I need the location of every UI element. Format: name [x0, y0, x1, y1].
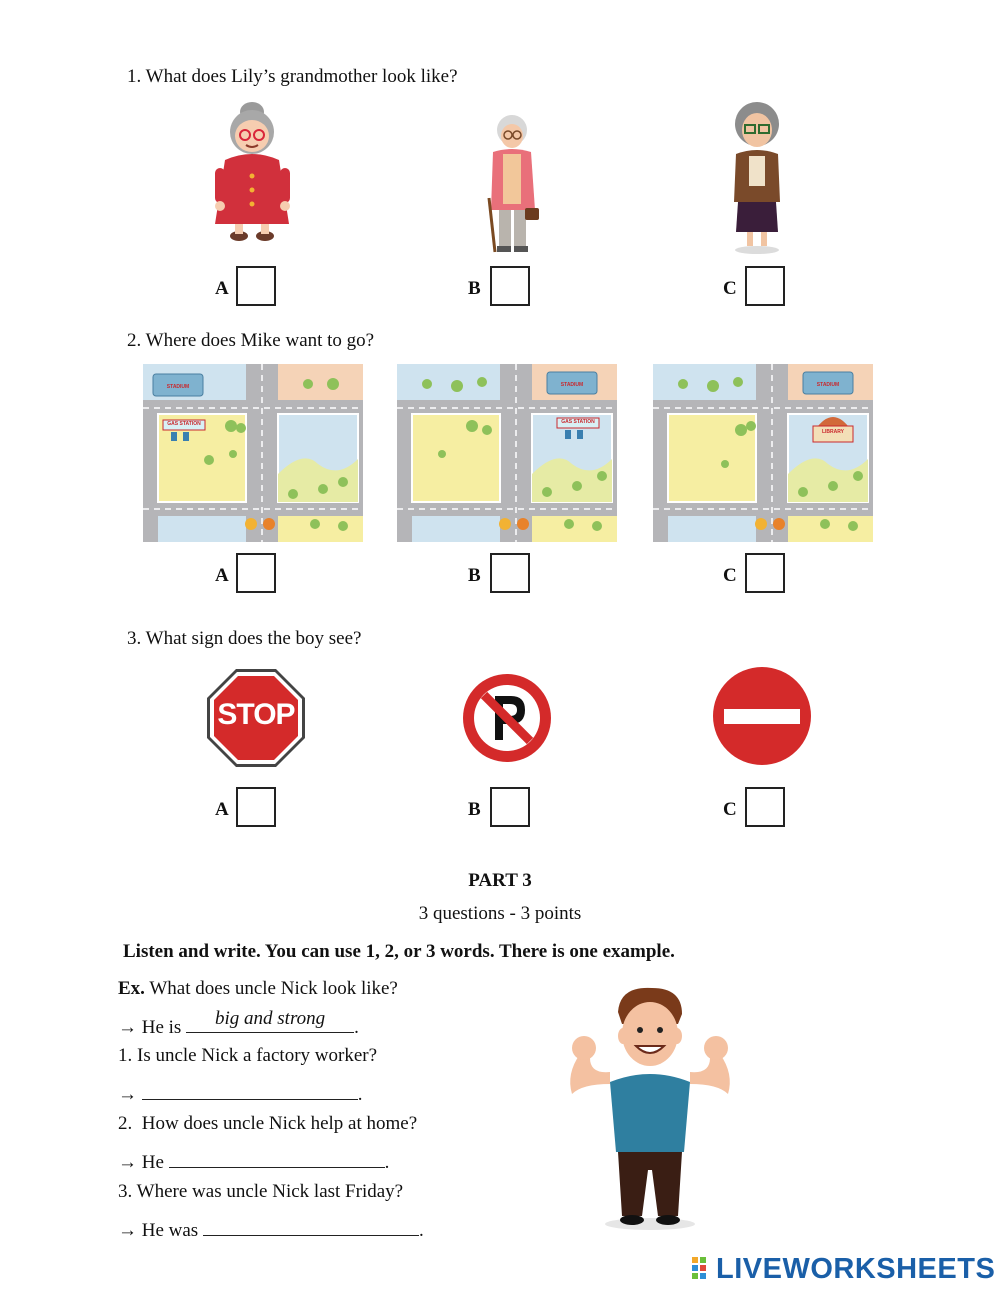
- example-question-line: [118, 978, 398, 1000]
- example-prefix: Ex.: [118, 978, 145, 999]
- grandmother-c-image: [722, 98, 792, 254]
- example-answer-line: [118, 1008, 359, 1039]
- liveworksheets-logo-text: LIVEWORKSHEETS: [716, 1253, 996, 1285]
- stop-sign-text: STOP: [217, 698, 295, 731]
- map-c-image: [653, 364, 873, 542]
- part3-answer-3-line: [118, 1215, 424, 1242]
- grandmother-a-image: [205, 98, 300, 243]
- q3-option-b-checkbox[interactable]: [490, 787, 530, 827]
- answer-3-blank[interactable]: [203, 1215, 419, 1236]
- part3-question-1: 1. Is uncle Nick a factory worker?: [118, 1045, 378, 1066]
- q2-option-a-label: A: [215, 565, 229, 586]
- map-a-image: [143, 364, 363, 542]
- q2-option-a-checkbox[interactable]: [236, 553, 276, 593]
- no-entry-sign-image: [712, 666, 812, 766]
- q1-option-b-checkbox[interactable]: [490, 266, 530, 306]
- q3-option-b-label: B: [468, 799, 481, 820]
- map-c-stadium-label: STADIUM: [816, 382, 840, 388]
- example-answer-text: big and strong: [215, 1008, 326, 1029]
- question-2-text: 2. Where does Mike want to go?: [127, 330, 375, 351]
- map-b-stadium-label: STADIUM: [560, 382, 584, 388]
- part3-instruction: Listen and write. You can use 1, 2, or 3 words. There is one example.: [123, 941, 675, 962]
- answer-3-prefix: → He was: [118, 1220, 199, 1241]
- part3-answer-1-line: [118, 1079, 363, 1106]
- q3-option-a-label: A: [215, 799, 229, 820]
- q2-option-c-label: C: [723, 565, 737, 586]
- example-question: What does uncle Nick look like?: [149, 978, 398, 999]
- q1-option-a-label: A: [215, 278, 229, 299]
- question-3-text: 3. What sign does the boy see?: [127, 628, 362, 649]
- answer-3-period: .: [418, 1220, 424, 1241]
- answer-2-period: .: [384, 1152, 390, 1173]
- q1-option-c-label: C: [723, 278, 737, 299]
- q3-option-c-label: C: [723, 799, 737, 820]
- answer-1-prefix: →: [118, 1084, 137, 1105]
- answer-2-blank[interactable]: [169, 1147, 385, 1168]
- q3-option-c-checkbox[interactable]: [745, 787, 785, 827]
- answer-1-period: .: [357, 1084, 363, 1105]
- part3-question-2: 2. How does uncle Nick help at home?: [118, 1113, 418, 1134]
- part3-subtitle: 3 questions - 3 points: [418, 903, 582, 924]
- q3-option-a-checkbox[interactable]: [236, 787, 276, 827]
- question-1-text: 1. What does Lily’s grandmother look like?: [127, 66, 458, 87]
- map-a-stadium-label: STADIUM: [166, 384, 190, 390]
- part3-question-3: 3. Where was uncle Nick last Friday?: [118, 1181, 404, 1202]
- map-b-image: [397, 364, 617, 542]
- example-answer-blank: [186, 1008, 354, 1033]
- example-period: .: [354, 1017, 359, 1038]
- answer-1-blank[interactable]: [142, 1079, 358, 1100]
- no-parking-sign-image: [461, 672, 553, 764]
- q1-option-c-checkbox[interactable]: [745, 266, 785, 306]
- q2-option-c-checkbox[interactable]: [745, 553, 785, 593]
- q1-option-b-label: B: [468, 278, 481, 299]
- grandmother-b-image: [475, 112, 550, 256]
- q2-option-b-checkbox[interactable]: [490, 553, 530, 593]
- uncle-nick-image: [560, 984, 740, 1232]
- part3-answer-2-line: [118, 1147, 389, 1174]
- q1-option-a-checkbox[interactable]: [236, 266, 276, 306]
- map-b-gas-station-label: GAS STATION: [561, 419, 595, 425]
- q2-option-b-label: B: [468, 565, 481, 586]
- example-answer-prefix: → He is: [118, 1017, 182, 1038]
- answer-2-prefix: → He: [118, 1152, 164, 1173]
- map-c-library-label: LIBRARY: [821, 429, 845, 435]
- liveworksheets-logo-icon: [692, 1257, 714, 1283]
- part3-title: PART 3: [468, 870, 532, 891]
- map-a-gas-station-label: GAS STATION: [167, 421, 201, 427]
